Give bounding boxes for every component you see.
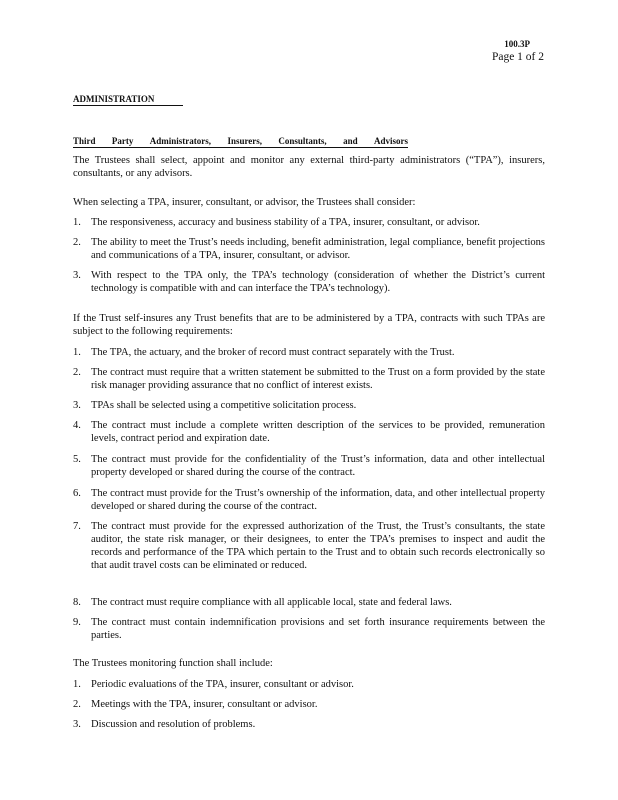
list-number: 6. bbox=[73, 488, 81, 499]
list-item bbox=[73, 718, 545, 731]
subtitle-word: Insurers, bbox=[227, 136, 263, 146]
list-item bbox=[73, 698, 545, 711]
list-text: The contract must require that a written statement be submitted to the Trust on a form provided by the state risk manager providing assurance that no conflict of interest exists. bbox=[91, 367, 545, 391]
page-header bbox=[492, 38, 544, 64]
list-item bbox=[73, 487, 545, 513]
list-text: The contract must require compliance with all applicable local, state and federal laws. bbox=[91, 597, 452, 608]
subtitle-word: Administrators, bbox=[149, 136, 212, 146]
intro-paragraph: The Trustees shall select, appoint and monitor any external third-party administrators (“TPA”), insurers, consultants, or any advisors. bbox=[73, 155, 545, 179]
list-number: 1. bbox=[73, 347, 81, 358]
list-number: 1. bbox=[73, 679, 81, 690]
consider-lead: When selecting a TPA, insurer, consultant, or advisor, the Trustees shall consider: bbox=[73, 197, 416, 208]
policy-code: 100.3P bbox=[504, 39, 530, 49]
list-item bbox=[73, 346, 545, 359]
list-item bbox=[73, 216, 545, 229]
list-item bbox=[73, 236, 545, 262]
section-title: ADMINISTRATION bbox=[73, 94, 183, 106]
list-item bbox=[73, 596, 545, 609]
list-text: Meetings with the TPA, insurer, consultant or advisor. bbox=[91, 699, 318, 710]
list-text: The TPA, the actuary, and the broker of record must contract separately with the Trust. bbox=[91, 347, 455, 358]
list-text: With respect to the TPA only, the TPA’s technology (consideration of whether the District’s current technology is compatible with and can interface the TPA’s technology). bbox=[91, 270, 545, 294]
list-item bbox=[73, 616, 545, 642]
list-number: 4. bbox=[73, 420, 81, 431]
subtitle-word: Third bbox=[73, 136, 96, 146]
list-number: 3. bbox=[73, 400, 81, 411]
list-text: The contract must include a complete written description of the services to be provided, remuneration levels, contract period and expiration date. bbox=[91, 420, 545, 444]
monitoring-lead: The Trustees monitoring function shall include: bbox=[73, 658, 273, 669]
list-number: 2. bbox=[73, 237, 81, 248]
list-number: 1. bbox=[73, 217, 81, 228]
list-text: The contract must contain indemnification provisions and set forth insurance requirements between the parties. bbox=[91, 617, 545, 641]
list-text: The ability to meet the Trust’s needs including, benefit administration, legal compliance, benefit projections and communications of a TPA, insurer, consultant, or advisor. bbox=[91, 237, 545, 261]
list-number: 8. bbox=[73, 597, 81, 608]
list-item bbox=[73, 419, 545, 445]
list-item bbox=[73, 453, 545, 479]
list-text: Discussion and resolution of problems. bbox=[91, 719, 256, 730]
list-number: 7. bbox=[73, 521, 81, 532]
list-text: The responsiveness, accuracy and business stability of a TPA, insurer, consultant, or advisor. bbox=[91, 217, 480, 228]
subsection-title bbox=[73, 136, 408, 148]
list-number: 5. bbox=[73, 454, 81, 465]
list-text: The contract must provide for the expressed authorization of the Trust, the Trust’s consultants, the state auditor, the state risk manager, or their designees, to enter the TPA’s premises to inspect and audit the records and performance of the TPA which pertain to the Trust and to obtain such records electronically so that audit travel costs can be eliminated or reduced. bbox=[91, 521, 545, 571]
list-item bbox=[73, 269, 545, 295]
subtitle-word: and bbox=[343, 136, 358, 146]
list-text: The contract must provide for the Trust’s ownership of the information, data, and other intellectual property developed or shared during the course of the contract. bbox=[91, 488, 545, 512]
subtitle-word: Consultants, bbox=[278, 136, 327, 146]
list-number: 2. bbox=[73, 699, 81, 710]
list-item bbox=[73, 366, 545, 392]
list-text: Periodic evaluations of the TPA, insurer, consultant or advisor. bbox=[91, 679, 354, 690]
list-number: 3. bbox=[73, 719, 81, 730]
list-item bbox=[73, 678, 545, 691]
list-item bbox=[73, 520, 545, 572]
list-number: 3. bbox=[73, 270, 81, 281]
list-number: 9. bbox=[73, 617, 81, 628]
list-number: 2. bbox=[73, 367, 81, 378]
list-item bbox=[73, 399, 545, 412]
requirements-lead: If the Trust self-insures any Trust benefits that are to be administered by a TPA, contracts with such TPAs are subject to the following requirements: bbox=[73, 313, 545, 337]
page-number: Page 1 of 2 bbox=[491, 51, 544, 63]
list-text: The contract must provide for the confidentiality of the Trust’s information, data and other intellectual property developed or shared during the course of the contract. bbox=[91, 454, 545, 478]
list-text: TPAs shall be selected using a competitive solicitation process. bbox=[91, 400, 357, 411]
subtitle-word: Party bbox=[111, 136, 134, 146]
subtitle-word: Advisors bbox=[373, 136, 408, 146]
